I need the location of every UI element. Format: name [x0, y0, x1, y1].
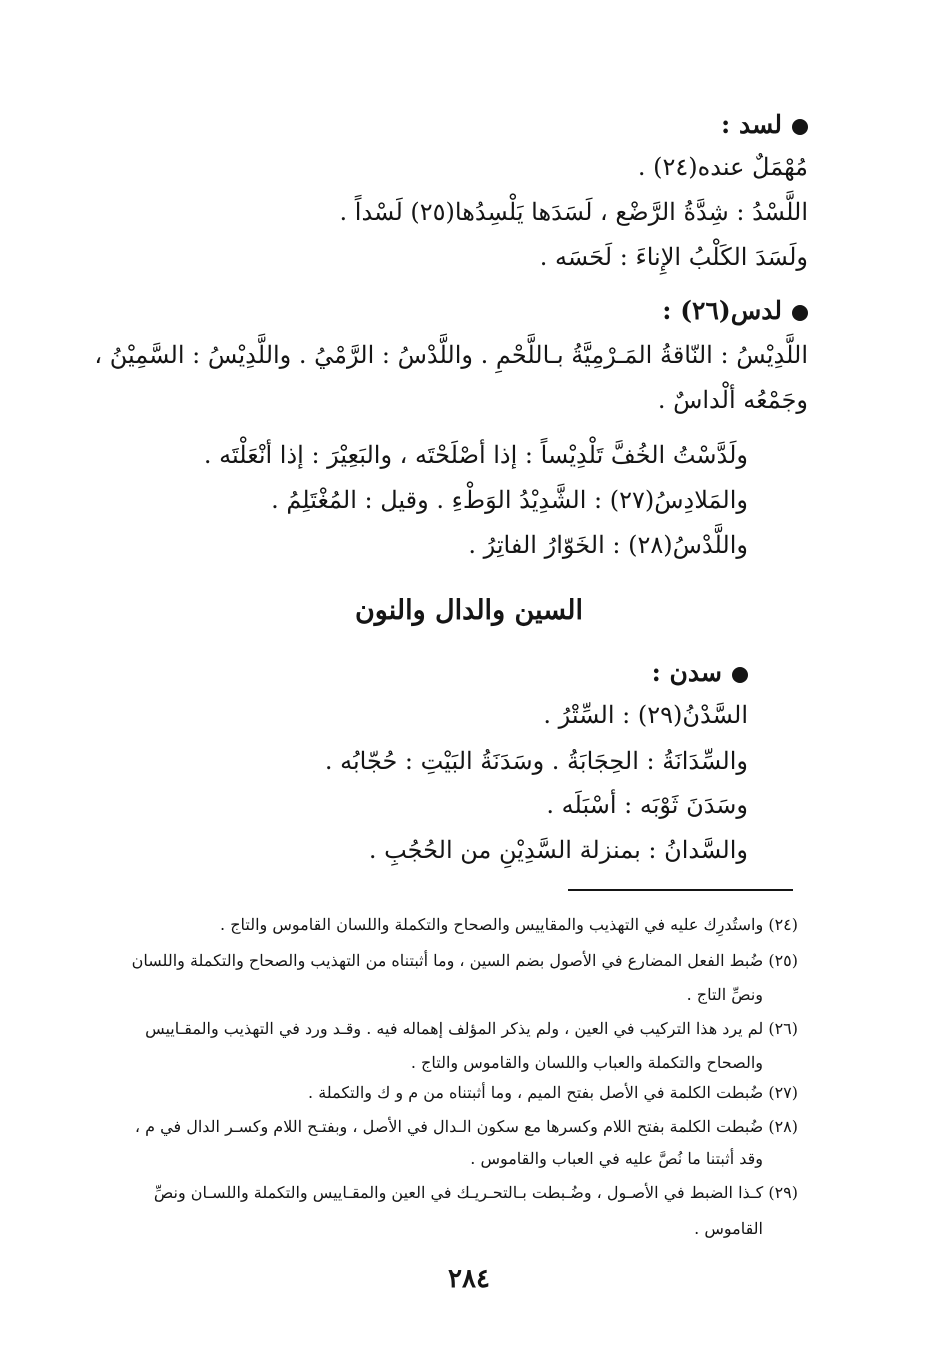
footnote-24: (٢٤) واستُدرِك عليه في التهذيب والمقاييس والصحاح والتكملة واللسان القاموس والتاج .	[220, 915, 798, 934]
footnote-27: (٢٧) ضُبطت الكلمة في الأصل بفتح الميم ، وما أثبتناه من م و ك والتكملة .	[308, 1083, 798, 1102]
bullet-icon	[732, 667, 748, 683]
entry-heading-sdn	[652, 656, 748, 690]
entry-heading-text: سدن :	[651, 658, 722, 687]
entry-line: اللَّسْدُ : شِدَّةُ الرَّضْع ، لَسَدَها يَلْسِدُها(٢٥) لَسْداً .	[339, 198, 808, 226]
entry-line: وسَدَنَ ثَوْبَه : أسْبَلَه .	[546, 791, 748, 819]
entry-heading-text: لسد :	[721, 110, 782, 139]
footnote-29-continued: القاموس .	[694, 1219, 763, 1238]
entry-line: اللَّدِيْسُ : النّاقةُ المَـرْمِيَّةُ بـاللَّحْمِ . واللَّدْسُ : الرَّمْيُ . واللَّدِيْسُ : السَّمِيْنُ ،	[94, 341, 808, 369]
entry-line: واللَّدْسُ(٢٨) : الخَوّارُ الفاتِرُ .	[468, 531, 748, 559]
entry-line: ولَسَدَ الكَلْبُ الإِناءَ : لَحَسَه .	[539, 243, 808, 271]
entry-heading-text: لدس(٢٦) :	[662, 296, 782, 325]
footnote-26-continued: والصحاح والتكملة والعباب واللسان والقاموس والتاج .	[410, 1053, 763, 1072]
footnote-25-continued: ونصِّ التاج .	[686, 985, 763, 1004]
entry-heading-lsd	[721, 108, 808, 142]
footnote-25: (٢٥) ضُبط الفعل المضارع في الأصول بضم السين ، وما أثبتناه من التهذيب والصحاح والتكملة واللسان	[131, 951, 798, 970]
entry-line: السَّدْنُ(٢٩) : السِّتْرُ .	[543, 701, 748, 729]
footnote-28: (٢٨) ضُبطت الكلمة بفتح اللام وكسرها مع سكون الـدال في الأصل ، وبفتـح اللام وكسـر الدال في م ،	[134, 1117, 798, 1136]
section-title: السين والدال والنون	[354, 595, 584, 626]
bullet-icon	[792, 119, 808, 135]
entry-line: ولَدَّسْتُ الخُفَّ تَلْدِيْساً : إذا أصْلَحْتَه ، والبَعِيْرَ : إذا أنْعَلْتَه .	[203, 441, 748, 469]
footnote-29: (٢٩) كـذا الضبط في الأصـول ، وضُـبطت بـالتحـريـك في العين والمقـاييس والتكملة واللسـان ونصِّ	[153, 1183, 798, 1202]
bullet-icon	[792, 305, 808, 321]
entry-line: والسِّدَانَةُ : الحِجَابَةُ . وسَدَنَةُ البَيْتِ : حُجّابُه .	[324, 747, 748, 775]
footnote-26: (٢٦) لم يرد هذا التركيب في العين ، ولم يذكر المؤلف إهماله فيه . وقـد ورد في التهذيب والمقـاييس	[145, 1019, 798, 1038]
entry-heading-lds	[662, 294, 808, 328]
entry-line: والمَلادِسُ(٢٧) : الشَّدِيْدُ الوَطْءِ . وقيل : المُغْتَلِمُ .	[271, 486, 748, 514]
entry-line: وجَمْعُه ألْداسٌ .	[657, 386, 808, 414]
footnote-28-continued: وقد أثبتنا ما نُصَّ عليه في العباب والقاموس .	[470, 1149, 763, 1168]
entry-line: والسَّدانُ : بمنزلة السَّدِيْنِ من الحُجُبِ .	[368, 836, 748, 864]
entry-line: مُهْمَلٌ عنده(٢٤) .	[637, 153, 808, 181]
footnote-separator	[568, 889, 793, 891]
page-number: ٢٨٤	[448, 1264, 490, 1294]
